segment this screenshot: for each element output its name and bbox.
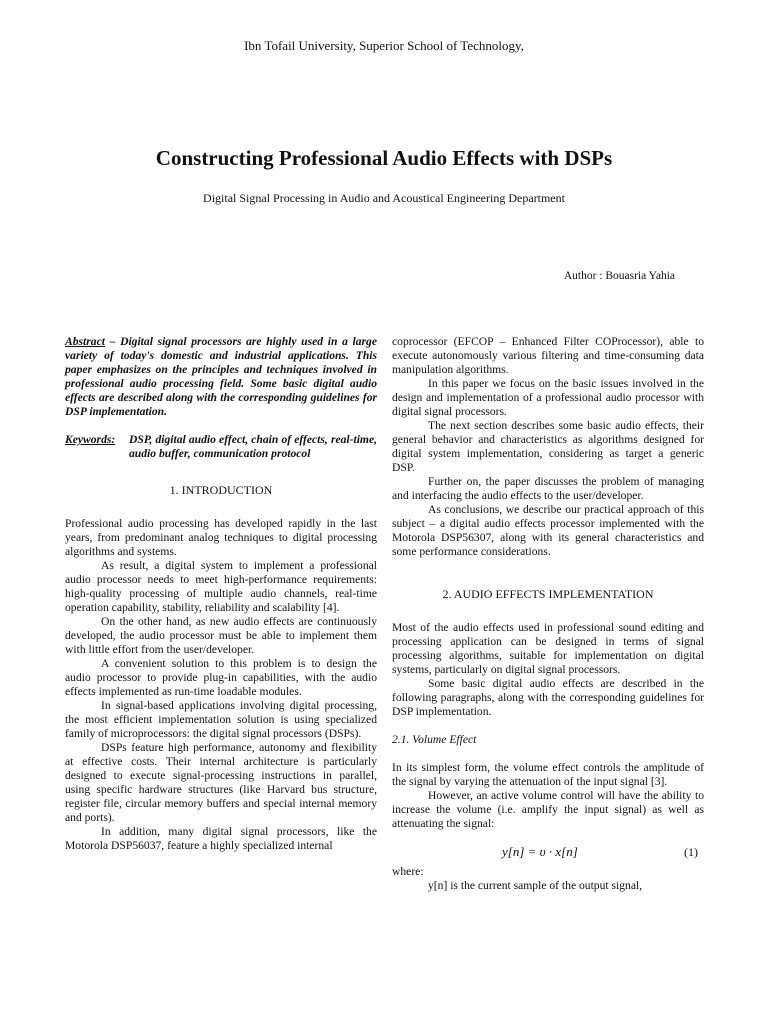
where-label: where: xyxy=(392,865,424,878)
paragraph: As result, a digital system to implement a professional audio processor needs to meet high-performance requirements: high-quality processing of multiple audio channels, real-time operation capability, stability, reliability and scalability [4]. xyxy=(65,559,377,614)
equation-number: (1) xyxy=(684,845,698,859)
left-column xyxy=(65,335,377,853)
paragraph: In this paper we focus on the basic issues involved in the design and implementation of a professional audio processor with digital signal processors. xyxy=(392,377,704,418)
keywords xyxy=(65,433,377,461)
paragraph: A convenient solution to this problem is to design the audio processor to provide plug-in capabilities, with the audio effects implemented as run-time loadable modules. xyxy=(65,657,377,698)
paragraph: Most of the audio effects used in professional sound editing and processing application can be designed in terms of signal processing algorithms, suitable for implementation on digital systems, particularly on digital signal processors. xyxy=(392,621,704,676)
paragraph: However, an active volume control will have the ability to increase the volume (i.e. amplify the input signal) as well as attenuating the signal: xyxy=(392,789,704,830)
abstract xyxy=(65,335,377,419)
paper-title: Constructing Professional Audio Effects with DSPs xyxy=(155,146,613,170)
paragraph: Professional audio processing has developed rapidly in the last years, from predominant analog techniques to digital processing algorithms and systems. xyxy=(65,517,377,558)
paragraph: coprocessor (EFCOP – Enhanced Filter COProcessor), able to execute autonomously various filtering and time-consuming data manipulation algorithms. xyxy=(392,335,704,376)
paragraph: In addition, many digital signal processors, like the Motorola DSP56037, feature a highly specialized internal xyxy=(65,825,377,852)
where-item: y[n] is the current sample of the output signal, xyxy=(428,879,643,892)
paragraph: In its simplest form, the volume effect controls the amplitude of the signal by varying the attenuation of the input signal [3]. xyxy=(392,761,704,788)
paragraph: In signal-based applications involving digital processing, the most efficient implementation solution is using specialized family of microprocessors: the digital signal processors (DSPs). xyxy=(65,699,377,740)
keywords-text: DSP, digital audio effect, chain of effects, real-time, audio buffer, communication protocol xyxy=(129,433,377,460)
paragraph: Further on, the paper discusses the problem of managing and interfacing the audio effects to the user/developer. xyxy=(392,475,704,502)
author: Author : Bouasria Yahia xyxy=(563,270,675,282)
section-heading-audio-effects: 2. AUDIO EFFECTS IMPLEMENTATION xyxy=(442,587,654,601)
paragraph: The next section describes some basic audio effects, their general behavior and characteristics as algorithms designed for digital system implementation, considering as target a generic DSP. xyxy=(392,419,704,474)
abstract-text: – Digital signal processors are highly used in a large variety of today's domestic and industrial applications. This paper emphasizes on the principles and techniques involved in professional audio processing field. Some basic digital audio effects are described along with the corresponding guidelines for DSP implementation. xyxy=(65,335,377,418)
right-column xyxy=(392,335,704,893)
keywords-label: Keywords: xyxy=(65,433,116,446)
paragraph: As conclusions, we describe our practical approach of this subject – a digital audio effects processor implemented with the Motorola DSP56307, along with its general characteristics and some performance considerations. xyxy=(392,503,704,558)
paragraph: DSPs feature high performance, autonomy and flexibility at effective costs. Their internal architecture is particularly designed to execute signal-processing instructions in parallel, using specific hardware structures (like Harvard bus structure, register file, circular memory buffers and special internal memory and ports). xyxy=(65,741,377,824)
equation-body: y[n] = υ · x[n] xyxy=(502,844,578,859)
equation xyxy=(392,845,704,865)
abstract-label: Abstract xyxy=(65,335,105,348)
paragraph: Some basic digital audio effects are described in the following paragraphs, along with the corresponding guidelines for DSP implementation. xyxy=(392,677,704,718)
paragraph: On the other hand, as new audio effects are continuously developed, the audio processor must be able to implement them with little effort from the user/developer. xyxy=(65,615,377,656)
section-heading-introduction: 1. INTRODUCTION xyxy=(169,483,273,497)
department: Digital Signal Processing in Audio and Acoustical Engineering Department xyxy=(203,191,565,205)
affiliation: Ibn Tofail University, Superior School of Technology, xyxy=(244,38,524,53)
subsection-heading-volume-effect: 2.1. Volume Effect xyxy=(392,733,477,746)
